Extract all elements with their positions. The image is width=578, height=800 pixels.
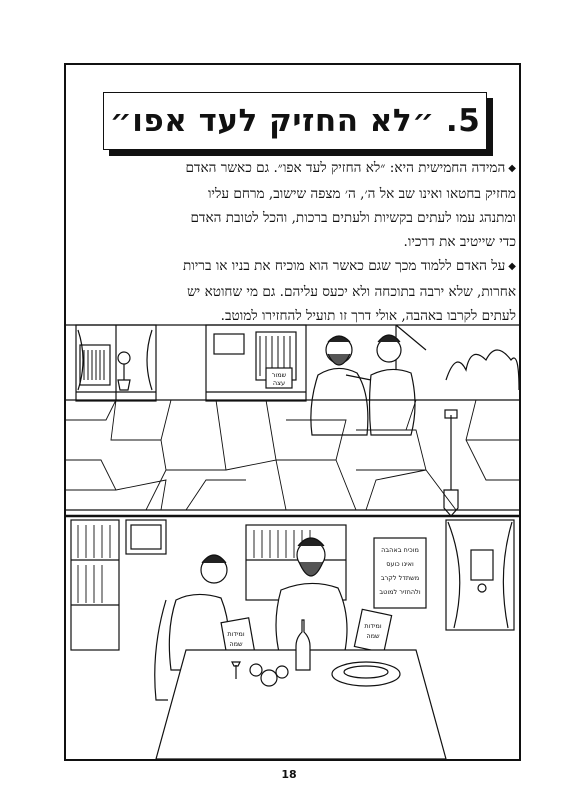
illustration bbox=[66, 320, 519, 759]
book-title-line: ומידות bbox=[227, 630, 245, 638]
upper-building bbox=[66, 325, 519, 401]
book-title-line: שמה bbox=[366, 632, 380, 640]
paragraph-line: ◆על האדם ללמוד מכך שגם כאשר הוא מוכיח את בניו או בריות bbox=[84, 254, 516, 280]
paragraph-line: לעתים לקרבו באהבה, אולי דרך זו תועיל להחזירו למוטב. bbox=[220, 308, 516, 324]
wall-sign-line: מוכיח באהבה bbox=[381, 546, 419, 554]
book-title-line: ומידות bbox=[364, 622, 382, 630]
paragraph-line: ◆המידה החמישית היא: ״לא החזיק לעד אפו״. גם כאשר האדם bbox=[84, 156, 516, 182]
lower-room bbox=[71, 520, 514, 759]
paragraph-1 bbox=[84, 156, 516, 254]
paragraph-line: כדי שייטיב את דרכיו. bbox=[403, 234, 516, 250]
section-title-box bbox=[103, 92, 487, 150]
window-sign-line: שמור bbox=[271, 371, 287, 379]
section-title: 5. ״לא החזיק לעד אפו״ bbox=[109, 103, 481, 139]
wall-sign-line: ואינו כועס bbox=[386, 560, 414, 568]
wall-sign-line: משתדל לקרב bbox=[380, 574, 420, 582]
paragraph-line: אחרות, שלא ירבה בתוכחה ולא יכעס עליהם. גם מי שחוטא יש bbox=[187, 284, 516, 300]
diamond-bullet-icon: ◆ bbox=[508, 261, 516, 272]
wall-sign-line: ולהחזיר למוטב bbox=[379, 588, 421, 596]
paragraph-2 bbox=[84, 254, 516, 328]
standing-figures bbox=[311, 335, 458, 516]
book-title-line: שמה bbox=[229, 640, 243, 648]
body-text bbox=[84, 156, 516, 328]
paragraph-line: ומתנהג עמו לעתים בקשיות ולעתים ברכות, והכל לטובת האדם bbox=[190, 210, 516, 226]
paragraph-line: מחזיק בחטאו ואינו שב אל ה׳, ה׳ מצפה שישוב, מרחם עליו bbox=[207, 186, 516, 202]
diamond-bullet-icon: ◆ bbox=[508, 163, 516, 174]
page-number: 18 bbox=[281, 768, 297, 781]
window-sign-line: עצה bbox=[272, 379, 286, 387]
